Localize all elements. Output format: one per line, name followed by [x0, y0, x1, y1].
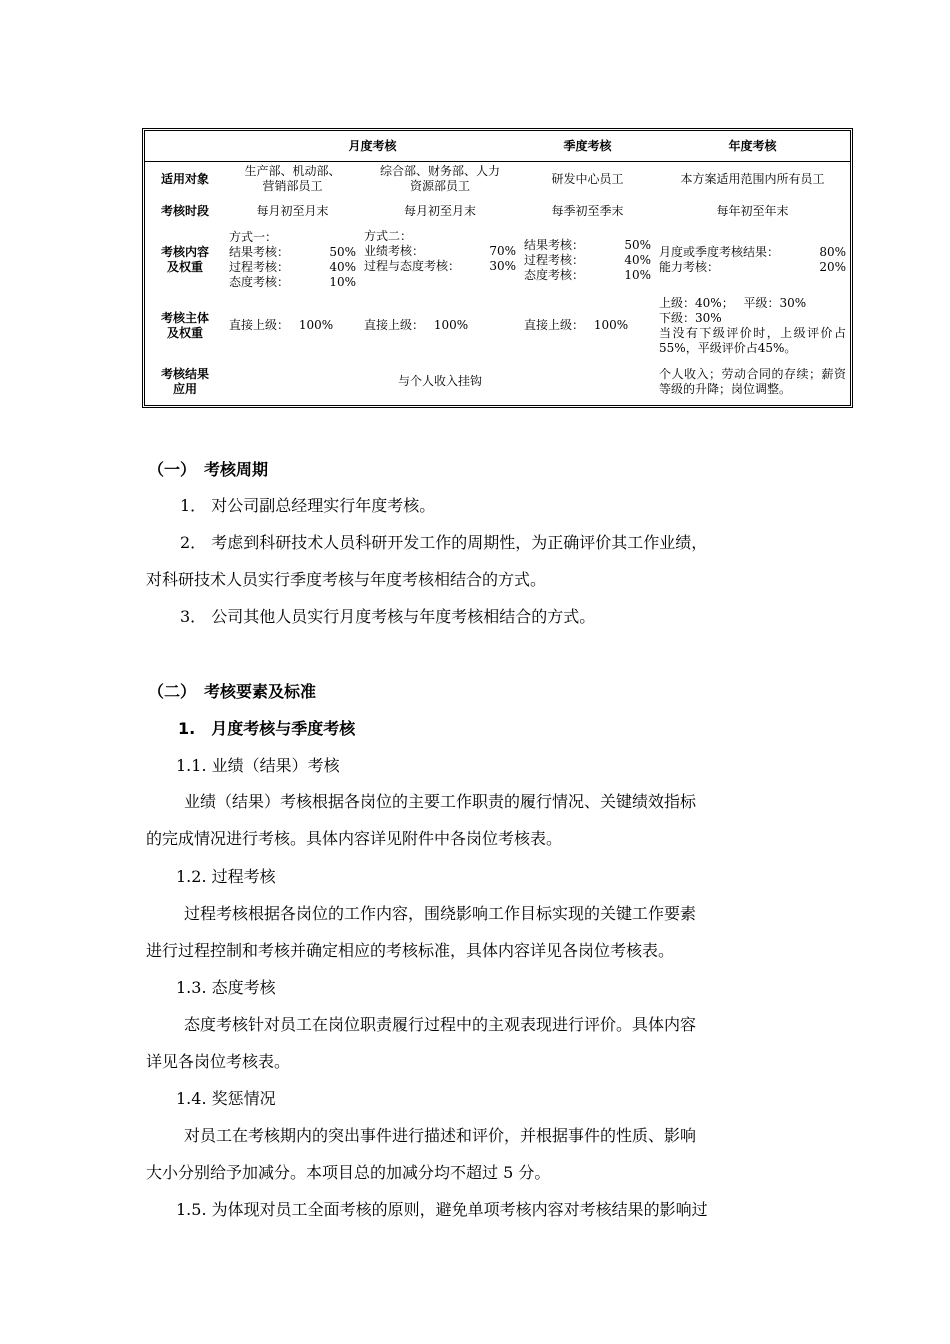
weight-item: 业绩考核： 70%	[364, 243, 517, 258]
scope-quarterly: 研发中心员工	[551, 171, 624, 186]
paragraph: 进行过程控制和考核并确定相应的考核标准，具体内容详见各岗位考核表。	[146, 941, 675, 960]
section-title-elements: （二） 考核要素及标准	[148, 682, 317, 701]
table-row	[145, 196, 850, 226]
subject-quarterly: 直接上级： 100%	[524, 318, 629, 333]
content-monthly-b	[360, 227, 520, 294]
content-quarterly	[520, 227, 655, 294]
result-monthly-quarterly: 与个人收入挂钩	[398, 374, 483, 389]
item-heading: 1.1. 业绩（结果）考核	[176, 756, 340, 775]
label-line: 及权重	[166, 325, 203, 340]
paragraph: 对科研技术人员实行季度考核与年度考核相结合的方式。	[146, 570, 547, 589]
subject-annual	[655, 294, 850, 359]
paragraph: 态度考核针对员工在岗位职责履行过程中的主观表现进行评价。具体内容	[184, 1015, 697, 1034]
scope-monthly-a	[225, 162, 360, 196]
method-title: 方式二：	[364, 228, 413, 243]
weight-item: 态度考核： 10%	[524, 267, 652, 282]
cell-line: 综合部、财务部、人力	[380, 164, 501, 179]
row-label-subject	[145, 294, 225, 359]
subsection-title: 1. 月度考核与季度考核	[178, 719, 356, 738]
item-heading: 1.2. 过程考核	[176, 867, 276, 886]
cell-paragraph: 当没有下级评价时，上级评价占55%，平级评价占45%。	[659, 325, 847, 355]
table-header-row	[145, 131, 850, 162]
period-monthly-a: 每月初至月末	[256, 204, 329, 219]
cell-line: 资源部员工	[410, 179, 471, 194]
weight-item: 结果考核： 50%	[229, 245, 356, 260]
assessment-table	[142, 128, 853, 408]
method-title: 方式一：	[229, 230, 278, 245]
scope-annual: 本方案适用范围内所有员工	[680, 171, 825, 186]
paragraph: 2． 考虑到科研技术人员科研开发工作的周期性，为正确评价其工作业绩，	[180, 533, 708, 552]
weight-item: 过程考核： 40%	[229, 260, 356, 275]
subject-monthly-b: 直接上级： 100%	[364, 318, 469, 333]
header-monthly: 月度考核	[225, 131, 520, 162]
paragraph: 大小分别给予加减分。本项目总的加减分均不超过 5 分。	[146, 1163, 551, 1182]
table-row	[145, 227, 850, 294]
weight-item: 能力考核： 20%	[659, 260, 847, 275]
paragraph: 业绩（结果）考核根据各岗位的主要工作职责的履行情况、关键绩效指标	[184, 792, 697, 811]
table-row	[145, 294, 850, 359]
table-row	[145, 358, 850, 405]
scope-monthly-b	[360, 162, 520, 196]
row-label-content	[145, 227, 225, 294]
label-line: 考核主体	[160, 310, 209, 325]
content-monthly-a	[225, 227, 360, 294]
table-row	[145, 162, 850, 196]
row-label-result	[145, 358, 225, 405]
paragraph: 1． 对公司副总经理实行年度考核。	[180, 496, 436, 515]
content-annual	[655, 227, 850, 294]
weight-item: 过程与态度考核： 30%	[364, 258, 517, 273]
label-line: 应用	[172, 381, 197, 396]
paragraph: 1.5. 为体现对员工全面考核的原则，避免单项考核内容对考核结果的影响过	[176, 1200, 708, 1219]
weight-item: 过程考核： 40%	[524, 252, 652, 267]
period-monthly-b: 每月初至月末	[404, 204, 477, 219]
item-heading: 1.3. 态度考核	[176, 978, 276, 997]
result-annual: 个人收入；劳动合同的存续；薪资等级的升降；岗位调整。	[659, 366, 847, 396]
label-line: 考核内容	[160, 245, 209, 260]
paragraph: 的完成情况进行考核。具体内容详见附件中各岗位考核表。	[146, 829, 563, 848]
assessment-grid	[145, 131, 850, 405]
section-title-cycle: （一） 考核周期	[148, 460, 269, 479]
cell-line: 生产部、机动部、	[244, 164, 341, 179]
paragraph: 详见各岗位考核表。	[146, 1052, 291, 1071]
paragraph: 过程考核根据各岗位的工作内容，围绕影响工作目标实现的关键工作要素	[184, 904, 697, 923]
item-heading: 1.4. 奖惩情况	[176, 1089, 276, 1108]
paragraph: 对员工在考核期内的突出事件进行描述和评价，并根据事件的性质、影响	[184, 1126, 697, 1145]
weight-item: 月度或季度考核结果： 80%	[659, 245, 847, 260]
header-annual: 年度考核	[655, 131, 850, 162]
header-quarterly: 季度考核	[520, 131, 655, 162]
label-line: 及权重	[166, 260, 203, 275]
cell-line: 下级：30%	[659, 310, 722, 325]
cell-line: 营销部员工	[262, 179, 323, 194]
weight-item: 态度考核： 10%	[229, 275, 356, 290]
weight-item: 结果考核： 50%	[524, 237, 652, 252]
cell-line: 上级：40%； 平级：30%	[659, 295, 807, 310]
period-annual: 每年初至年末	[716, 204, 789, 219]
header-empty	[145, 131, 225, 162]
row-label-period: 考核时段	[160, 204, 209, 219]
period-quarterly: 每季初至季末	[551, 204, 624, 219]
row-label-scope: 适用对象	[160, 171, 209, 186]
subject-monthly-a: 直接上级： 100%	[229, 318, 334, 333]
paragraph: 3． 公司其他人员实行月度考核与年度考核相结合的方式。	[180, 607, 596, 626]
label-line: 考核结果	[160, 366, 209, 381]
